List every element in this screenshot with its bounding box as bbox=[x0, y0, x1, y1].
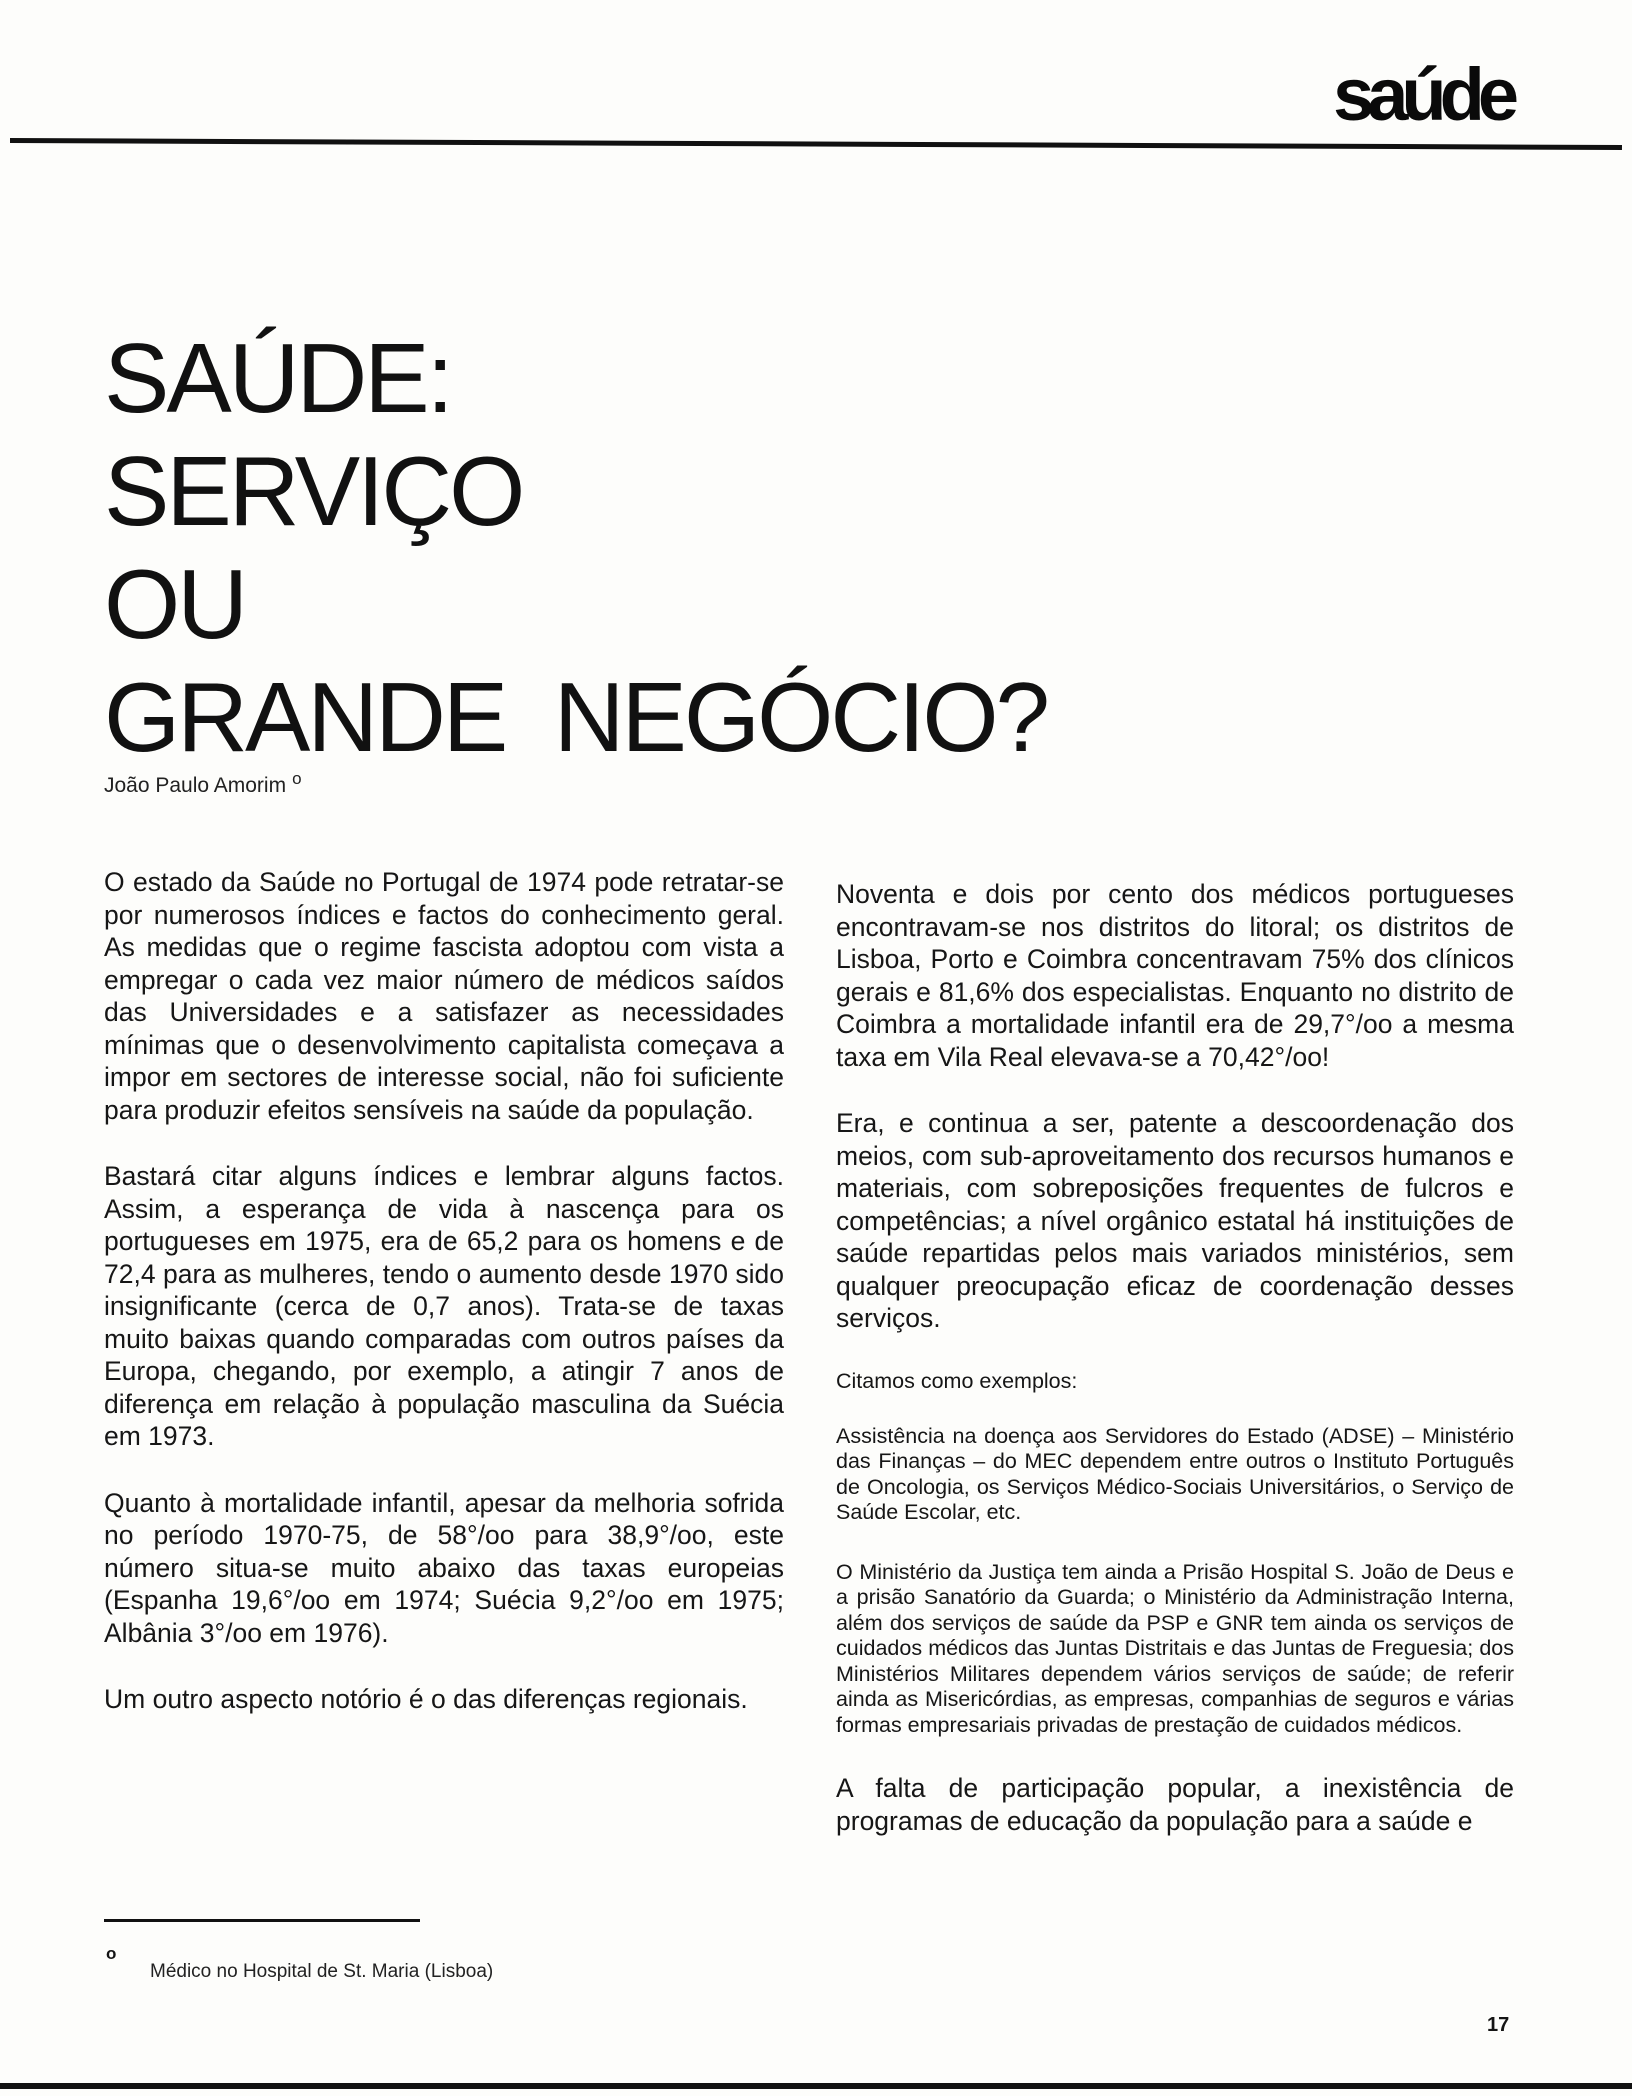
body-paragraph: Um outro aspecto notório é o das diferenças regionais. bbox=[104, 1684, 748, 1714]
title-line: SAÚDE: bbox=[104, 323, 451, 433]
body-paragraph: Era, e continua a ser, patente a descoordenação dos meios, com sub-aproveitamento dos recursos humanos e materiais, com sobreposições frequentes de fulcros e competências; a nível orgânico estatal há instituições de saúde repartidas pelos mais variados ministérios, sem qualquer preocupação eficaz de coordenação desses serviços. bbox=[836, 1108, 1514, 1333]
examples-label: Citamos como exemplos: bbox=[836, 1368, 1078, 1393]
title-line: SERVIÇO bbox=[104, 436, 523, 546]
right-column bbox=[836, 878, 1514, 1871]
page-number: 17 bbox=[1487, 2014, 1510, 2036]
example-paragraph: Assistência na doença aos Servidores do Estado (ADSE) – Ministério das Finanças – do MEC dependem entre outros o Instituto Português de Oncologia, os Serviços Médico-Sociais Universitários, o Serviço de Saúde Escolar, etc. bbox=[836, 1423, 1514, 1524]
header-rule bbox=[10, 138, 1622, 150]
author-name: João Paulo Amorim bbox=[104, 774, 287, 797]
section-logo: saúde bbox=[1333, 53, 1512, 136]
body-paragraph: Noventa e dois por cento dos médicos portugueses encontravam-se nos distritos do litoral; os distritos de Lisboa, Porto e Coimbra concentravam 75% dos clínicos gerais e 81,6% dos especialistas. Enquanto no distrito de Coimbra a mortalidade infantil era de 29,7°/oo a mesma taxa em Vila Real elevava-se a 70,42°/oo! bbox=[836, 879, 1514, 1072]
left-column bbox=[104, 866, 784, 1750]
footnote-rule bbox=[104, 1919, 420, 1922]
footer-rule bbox=[0, 2083, 1632, 2089]
footnote-text: Médico no Hospital de St. Maria (Lisboa) bbox=[150, 1961, 494, 1982]
article-title bbox=[104, 322, 1047, 774]
body-paragraph: A falta de participação popular, a inexistência de programas de educação da população para a saúde e bbox=[836, 1773, 1514, 1836]
body-paragraph: Quanto à mortalidade infantil, apesar da melhoria sofrida no período 1970-75, de 58°/oo para 38,9°/oo, este número situa-se muito abaixo das taxas europeias (Espanha 19,6°/oo em 1974; Suécia 9,2°/oo em 1975; Albânia 3°/oo em 1976). bbox=[104, 1487, 784, 1648]
example-paragraph: O Ministério da Justiça tem ainda a Prisão Hospital S. João de Deus e a prisão Sanatório da Guarda; o Ministério da Administração Interna, além dos serviços de saúde da PSP e GNR tem ainda os serviços de cuidados médicos das Juntas Distritais e das Juntas de Freguesia; dos Ministérios Militares dependem vários serviços de saúde; de referir ainda as Misericórdias, as empresas, companhias de seguros e várias formas empresariais privadas de prestação de cuidados médicos. bbox=[836, 1559, 1514, 1737]
title-line: GRANDE NEGÓCIO? bbox=[104, 662, 1048, 772]
footnote-mark: o bbox=[106, 1944, 117, 1963]
author-byline bbox=[104, 769, 302, 798]
body-paragraph: O estado da Saúde no Portugal de 1974 pode retratar-se por numerosos índices e factos do conhecimento geral. As medidas que o regime fascista adoptou com vista a empregar o cada vez maior número de médicos saídos das Universidades e a satisfazer as necessidades mínimas que o desenvolvimento capitalista começava a impor em sectores de interesse social, não foi suficiente para produzir efeitos sensíveis na saúde da população. bbox=[104, 867, 784, 1125]
title-line: OU bbox=[104, 549, 245, 659]
author-footnote-mark: o bbox=[292, 769, 302, 788]
body-paragraph: Bastará citar alguns índices e lembrar alguns factos. Assim, a esperança de vida à nascença para os portugueses em 1975, era de 65,2 para os homens e de 72,4 para as mulheres, tendo o aumento desde 1970 sido insignificante (cerca de 0,7 anos). Trata-se de taxas muito baixas quando comparadas com outros países da Europa, chegando, por exemplo, a atingir 7 anos de diferença em relação à população masculina da Suécia em 1973. bbox=[104, 1161, 784, 1451]
